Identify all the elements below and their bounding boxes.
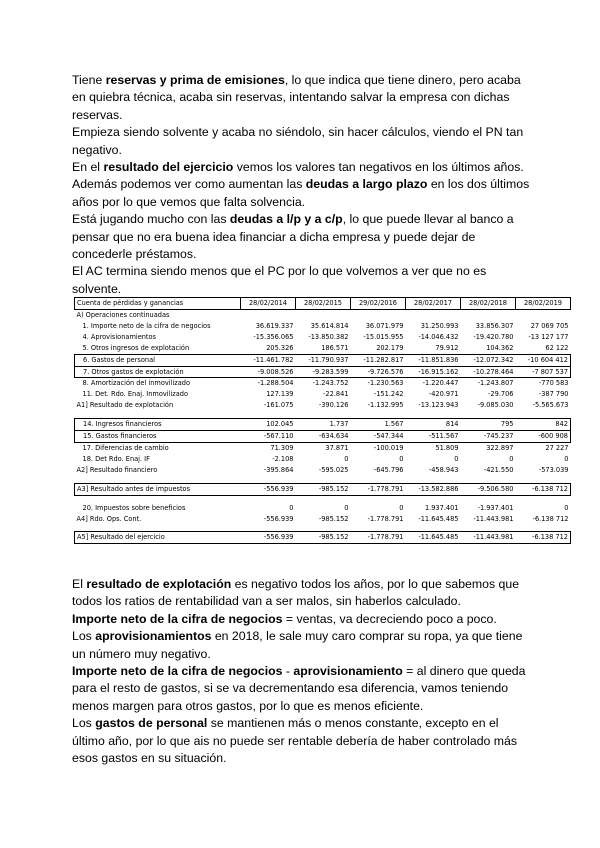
row-label: 1. Importe neto de la cifra de negocios — [82, 321, 211, 330]
table-row — [75, 454, 571, 465]
cell-value: -16.915.162 — [406, 366, 461, 378]
cell-value — [351, 476, 406, 484]
cell-value: 37.871 — [325, 443, 349, 452]
cell-value: -6.138 712 — [516, 483, 571, 495]
table-row — [75, 483, 571, 495]
cell-value — [351, 310, 406, 321]
spacer-row — [75, 411, 571, 419]
cell-value: -770 583 — [538, 379, 569, 388]
row-label: 8. Amortización del inmovilizado — [82, 379, 191, 388]
text-run: es negativo todos los años, por lo que sabemos que todos los ratios de rentabilidad van a ser malos, sin haberlos calculado. — [72, 577, 520, 609]
cell-value: -421.550 — [483, 465, 514, 474]
cell-value — [516, 495, 571, 503]
bold-term: aprovisionamientos — [95, 629, 212, 644]
text-run: = ventas, va decreciendo poco a poco. — [282, 611, 497, 626]
cell-value: 0 — [509, 454, 514, 463]
cell-value: -11.443.981 — [461, 532, 516, 544]
cell-value — [516, 524, 571, 532]
cell-value: -985.152 — [318, 514, 349, 523]
row-label: 11. Det. Rdo. Enaj. Inmovilizado — [82, 390, 188, 399]
cell-value: 33.856.307 — [475, 321, 514, 330]
intro-text — [72, 72, 532, 298]
table-header-row — [75, 298, 571, 310]
table-row — [75, 378, 571, 389]
table-row — [75, 321, 571, 332]
text-run: El AC termina siendo menos que el PC por lo que volvemos a ver que no es solvente. — [72, 264, 487, 296]
cell-value: 795 — [461, 419, 516, 431]
cell-value: -745.237 — [461, 431, 516, 443]
cell-value: 62 122 — [545, 343, 569, 352]
cell-value: -387 790 — [538, 390, 569, 399]
row-label: A) Operaciones continuadas — [76, 311, 170, 319]
cell-value: -1.132.995 — [367, 401, 404, 410]
income-statement-table — [74, 297, 570, 544]
cell-value — [351, 524, 406, 532]
text-run: El — [72, 577, 87, 591]
cell-value: -11.461.782 — [241, 354, 296, 366]
spacer-row — [75, 495, 571, 503]
cell-value: 127.139 — [266, 390, 294, 399]
cell-value: -1.230.563 — [367, 379, 404, 388]
table-row — [75, 400, 571, 411]
cell-value: -420.971 — [428, 390, 459, 399]
cell-value: -458.943 — [428, 465, 459, 474]
table-row — [75, 532, 571, 544]
cell-value: -5.565.673 — [532, 401, 569, 410]
cell-value: 104.362 — [486, 343, 514, 352]
bold-term: resultado de explotación — [86, 577, 232, 591]
cell-value — [296, 411, 351, 419]
cell-value: -11.790.937 — [296, 354, 351, 366]
text-run: Los — [72, 716, 96, 731]
cell-value — [461, 310, 516, 321]
bold-term: reservas y prima de emisiones — [105, 73, 285, 87]
text-run: en los dos últimos años por lo que vemos que falta solvencia. — [72, 177, 530, 209]
cell-value: -7 807 537 — [516, 366, 571, 378]
cell-value: 27 227 — [545, 443, 569, 452]
cell-value: -11.282.817 — [351, 354, 406, 366]
row-label — [75, 411, 241, 419]
cell-value — [296, 495, 351, 503]
cell-value: -1.243.752 — [312, 379, 349, 388]
cell-value: -15.015.955 — [363, 332, 404, 341]
row-label: 4. Aprovisionamientos — [82, 332, 156, 341]
row-label: A2] Resultado financiero — [76, 465, 158, 474]
cell-value: -11.851.836 — [406, 354, 461, 366]
table-row — [75, 343, 571, 354]
bold-term: deudas a largo plazo — [305, 177, 428, 192]
cell-value: -6.138 712 — [516, 532, 571, 544]
table-header-label: Cuenta de pérdidas y ganancias — [75, 298, 241, 310]
cell-value: 79.912 — [435, 343, 459, 352]
cell-value — [296, 310, 351, 321]
cell-value: -1.778.791 — [351, 483, 406, 495]
text-run: En el — [72, 160, 104, 175]
row-label: A4] Rdo. Ops. Cont. — [76, 514, 142, 523]
row-label: 15. Gastos financieros — [75, 431, 241, 443]
cell-value: -19.420.780 — [473, 332, 514, 341]
bold-term: Importe neto de la cifra de negocios — [72, 611, 283, 626]
bold-term: deudas a l/p y a c/p — [229, 212, 343, 227]
cell-value: 322.897 — [486, 443, 514, 452]
text-run: Está jugando mucho con las — [72, 212, 230, 227]
cell-value: 0 — [399, 503, 404, 512]
row-label: 5. Otros ingresos de explotación — [82, 343, 190, 352]
row-label — [75, 495, 241, 503]
cell-value: -573.039 — [538, 465, 569, 474]
bold-term: aprovisionamiento — [293, 664, 403, 679]
cell-value — [461, 476, 516, 484]
text-run: Los — [72, 629, 96, 644]
cell-value: -22.841 — [323, 390, 349, 399]
cell-value: -9.726.576 — [351, 366, 406, 378]
cell-value: -1.243.807 — [477, 379, 514, 388]
cell-value: -547.344 — [351, 431, 406, 443]
cell-value: 31.250.993 — [420, 321, 459, 330]
table-row — [75, 366, 571, 378]
cell-value — [351, 411, 406, 419]
cell-value: -985.152 — [296, 483, 351, 495]
row-label — [75, 524, 241, 532]
cell-value: -600 908 — [516, 431, 571, 443]
bold-term: gastos de personal — [95, 716, 208, 731]
cell-value: 842 — [516, 419, 571, 431]
cell-value: -161.075 — [263, 401, 294, 410]
cell-value: -511.567 — [406, 431, 461, 443]
cell-value: -567.110 — [241, 431, 296, 443]
cell-value: -11.645.485 — [406, 532, 461, 544]
text-run: - — [282, 664, 294, 679]
cell-value: 51.809 — [435, 443, 459, 452]
cell-value: -15.356.065 — [253, 332, 294, 341]
cell-value — [241, 310, 296, 321]
cell-value — [241, 524, 296, 532]
text-run: , lo que indica que tiene dinero, pero acaba en quiebra técnica, acaba sin reservas, intentando salvar la empresa con dichas reservas. — [72, 73, 521, 122]
cell-value — [516, 310, 571, 321]
row-label: A5] Resultado del ejercicio — [75, 532, 241, 544]
analysis-text — [72, 576, 532, 767]
cell-value: -395.864 — [263, 465, 294, 474]
cell-value: -595.025 — [318, 465, 349, 474]
cell-value: -11.443.981 — [473, 514, 514, 523]
cell-value — [461, 524, 516, 532]
cell-value: 1.567 — [351, 419, 406, 431]
date-header: 28/02/2019 — [516, 298, 571, 310]
cell-value: -29.706 — [488, 390, 514, 399]
paragraph — [72, 72, 532, 124]
table-row — [75, 332, 571, 343]
date-header: 28/02/2017 — [406, 298, 461, 310]
cell-value: 0 — [344, 503, 349, 512]
table-row — [75, 503, 571, 514]
cell-value: 0 — [344, 454, 349, 463]
table-row — [75, 442, 571, 453]
cell-value — [406, 476, 461, 484]
table-row — [75, 354, 571, 366]
cell-value: -1.220.447 — [422, 379, 459, 388]
cell-value: 35.614.814 — [310, 321, 349, 330]
text-run: = al dinero que queda para el resto de gastos, si se va decrementando esa diferencia, vamos teniendo menos margen para otros gastos, por lo que es menos eficiente. — [72, 664, 526, 713]
text-run: vemos los valores tan negativos en los últimos años. — [233, 160, 524, 175]
table-row — [75, 389, 571, 400]
cell-value: -10 604 412 — [516, 354, 571, 366]
cell-value: -13 127 177 — [528, 332, 569, 341]
cell-value: 36.619.337 — [255, 321, 294, 330]
row-label: 14. Ingresos financieros — [75, 419, 241, 431]
cell-value: -11.645.485 — [418, 514, 459, 523]
bold-term: Importe neto de la cifra de negocios — [72, 664, 283, 679]
cell-value: -12.072.342 — [461, 354, 516, 366]
cell-value: -390.126 — [318, 401, 349, 410]
cell-value: -9.085.030 — [477, 401, 514, 410]
cell-value: 1.737 — [296, 419, 351, 431]
spacer-row — [75, 476, 571, 484]
paragraph — [72, 663, 532, 715]
cell-value: -9.008.526 — [241, 366, 296, 378]
cell-value: 102.045 — [241, 419, 296, 431]
cell-value: 1.937.401 — [424, 503, 459, 512]
table-row — [75, 310, 571, 321]
cell-value: -6.138 712 — [532, 514, 569, 523]
cell-value: 205.326 — [266, 343, 294, 352]
cell-value: -1.937.401 — [477, 503, 514, 512]
cell-value: -1.778.791 — [351, 532, 406, 544]
cell-value: -2.108 — [272, 454, 294, 463]
cell-value — [406, 411, 461, 419]
paragraph — [72, 611, 532, 628]
cell-value — [516, 476, 571, 484]
paragraph — [72, 715, 532, 767]
cell-value — [516, 411, 571, 419]
cell-value: -9.506.580 — [461, 483, 516, 495]
cell-value: -1.288.504 — [257, 379, 294, 388]
cell-value — [406, 524, 461, 532]
cell-value: -13.123.943 — [418, 401, 459, 410]
cell-value: -14.046.432 — [418, 332, 459, 341]
cell-value: -151.242 — [373, 390, 404, 399]
cell-value — [406, 495, 461, 503]
cell-value: 0 — [399, 454, 404, 463]
cell-value: -985.152 — [296, 532, 351, 544]
row-label: A3] Resultado antes de impuestos — [75, 483, 241, 495]
cell-value: 0 — [454, 454, 459, 463]
cell-value: 27 069 705 — [530, 321, 569, 330]
text-run: Empieza siendo solvente y acaba no siéndolo, sin hacer cálculos, viendo el PN tan negativo. — [72, 125, 524, 157]
text-run: Tiene — [72, 73, 106, 87]
table-row — [75, 419, 571, 431]
cell-value — [461, 495, 516, 503]
cell-value: 0 — [564, 454, 569, 463]
cell-value: 0 — [564, 503, 569, 512]
cell-value: -556.939 — [241, 532, 296, 544]
cell-value: -1.778.791 — [367, 514, 404, 523]
cell-value: -9.283.599 — [296, 366, 351, 378]
row-label: 20. Impuestos sobre beneficios — [82, 503, 186, 512]
cell-value — [296, 524, 351, 532]
row-label: 18. Det Rdo. Enaj. IF — [82, 454, 150, 463]
paragraph — [72, 576, 532, 611]
row-label — [75, 476, 241, 484]
table-row — [75, 431, 571, 443]
cell-value — [351, 495, 406, 503]
cell-value: -13.850.382 — [308, 332, 349, 341]
text-run: se mantienen más o menos constante, excepto en el último año, por lo que ais no puede ser rentable debería de haber controlado más esos gastos en su situación. — [72, 716, 518, 766]
paragraph — [72, 124, 532, 159]
paragraph — [72, 176, 532, 211]
paragraph — [72, 263, 532, 298]
cell-value — [461, 411, 516, 419]
date-header: 28/02/2018 — [461, 298, 516, 310]
cell-value: -556.939 — [263, 514, 294, 523]
cell-value: 202.179 — [376, 343, 404, 352]
cell-value: -634.634 — [296, 431, 351, 443]
date-header: 28/02/2015 — [296, 298, 351, 310]
table-row — [75, 514, 571, 525]
date-header: 28/02/2014 — [241, 298, 296, 310]
text-run: , lo que puede llevar al banco a pensar que no era buena idea financiar a dicha empresa y puede dejar de concederle préstamos. — [72, 212, 514, 262]
cell-value — [241, 476, 296, 484]
cell-value — [296, 476, 351, 484]
cell-value: -645.796 — [373, 465, 404, 474]
bold-term: resultado del ejercicio — [103, 160, 234, 175]
paragraph — [72, 628, 532, 663]
paragraph — [72, 159, 532, 176]
row-label: 6. Gastos de personal — [75, 354, 241, 366]
text-run: en 2018, le sale muy caro comprar su ropa, ya que tiene un número muy negativo. — [72, 629, 523, 661]
paragraph — [72, 211, 532, 263]
table-row — [75, 465, 571, 476]
cell-value: -100.019 — [373, 443, 404, 452]
cell-value — [406, 310, 461, 321]
cell-value: 71.309 — [270, 443, 294, 452]
cell-value: 0 — [289, 503, 294, 512]
row-label: 7. Otros gastos de explotación — [75, 366, 241, 378]
text-run: Además podemos ver como aumentan las — [72, 177, 306, 192]
date-header: 29/02/2016 — [351, 298, 406, 310]
cell-value — [241, 411, 296, 419]
spacer-row — [75, 524, 571, 532]
row-label: A1] Resultado de explotación — [76, 401, 174, 410]
row-label: 17. Diferencias de cambio — [82, 443, 169, 452]
cell-value: -556.939 — [241, 483, 296, 495]
cell-value: -13.582.886 — [406, 483, 461, 495]
cell-value: 36.071.979 — [365, 321, 404, 330]
cell-value: -10.278.464 — [461, 366, 516, 378]
cell-value — [241, 495, 296, 503]
cell-value: 186.571 — [321, 343, 349, 352]
cell-value: 814 — [406, 419, 461, 431]
